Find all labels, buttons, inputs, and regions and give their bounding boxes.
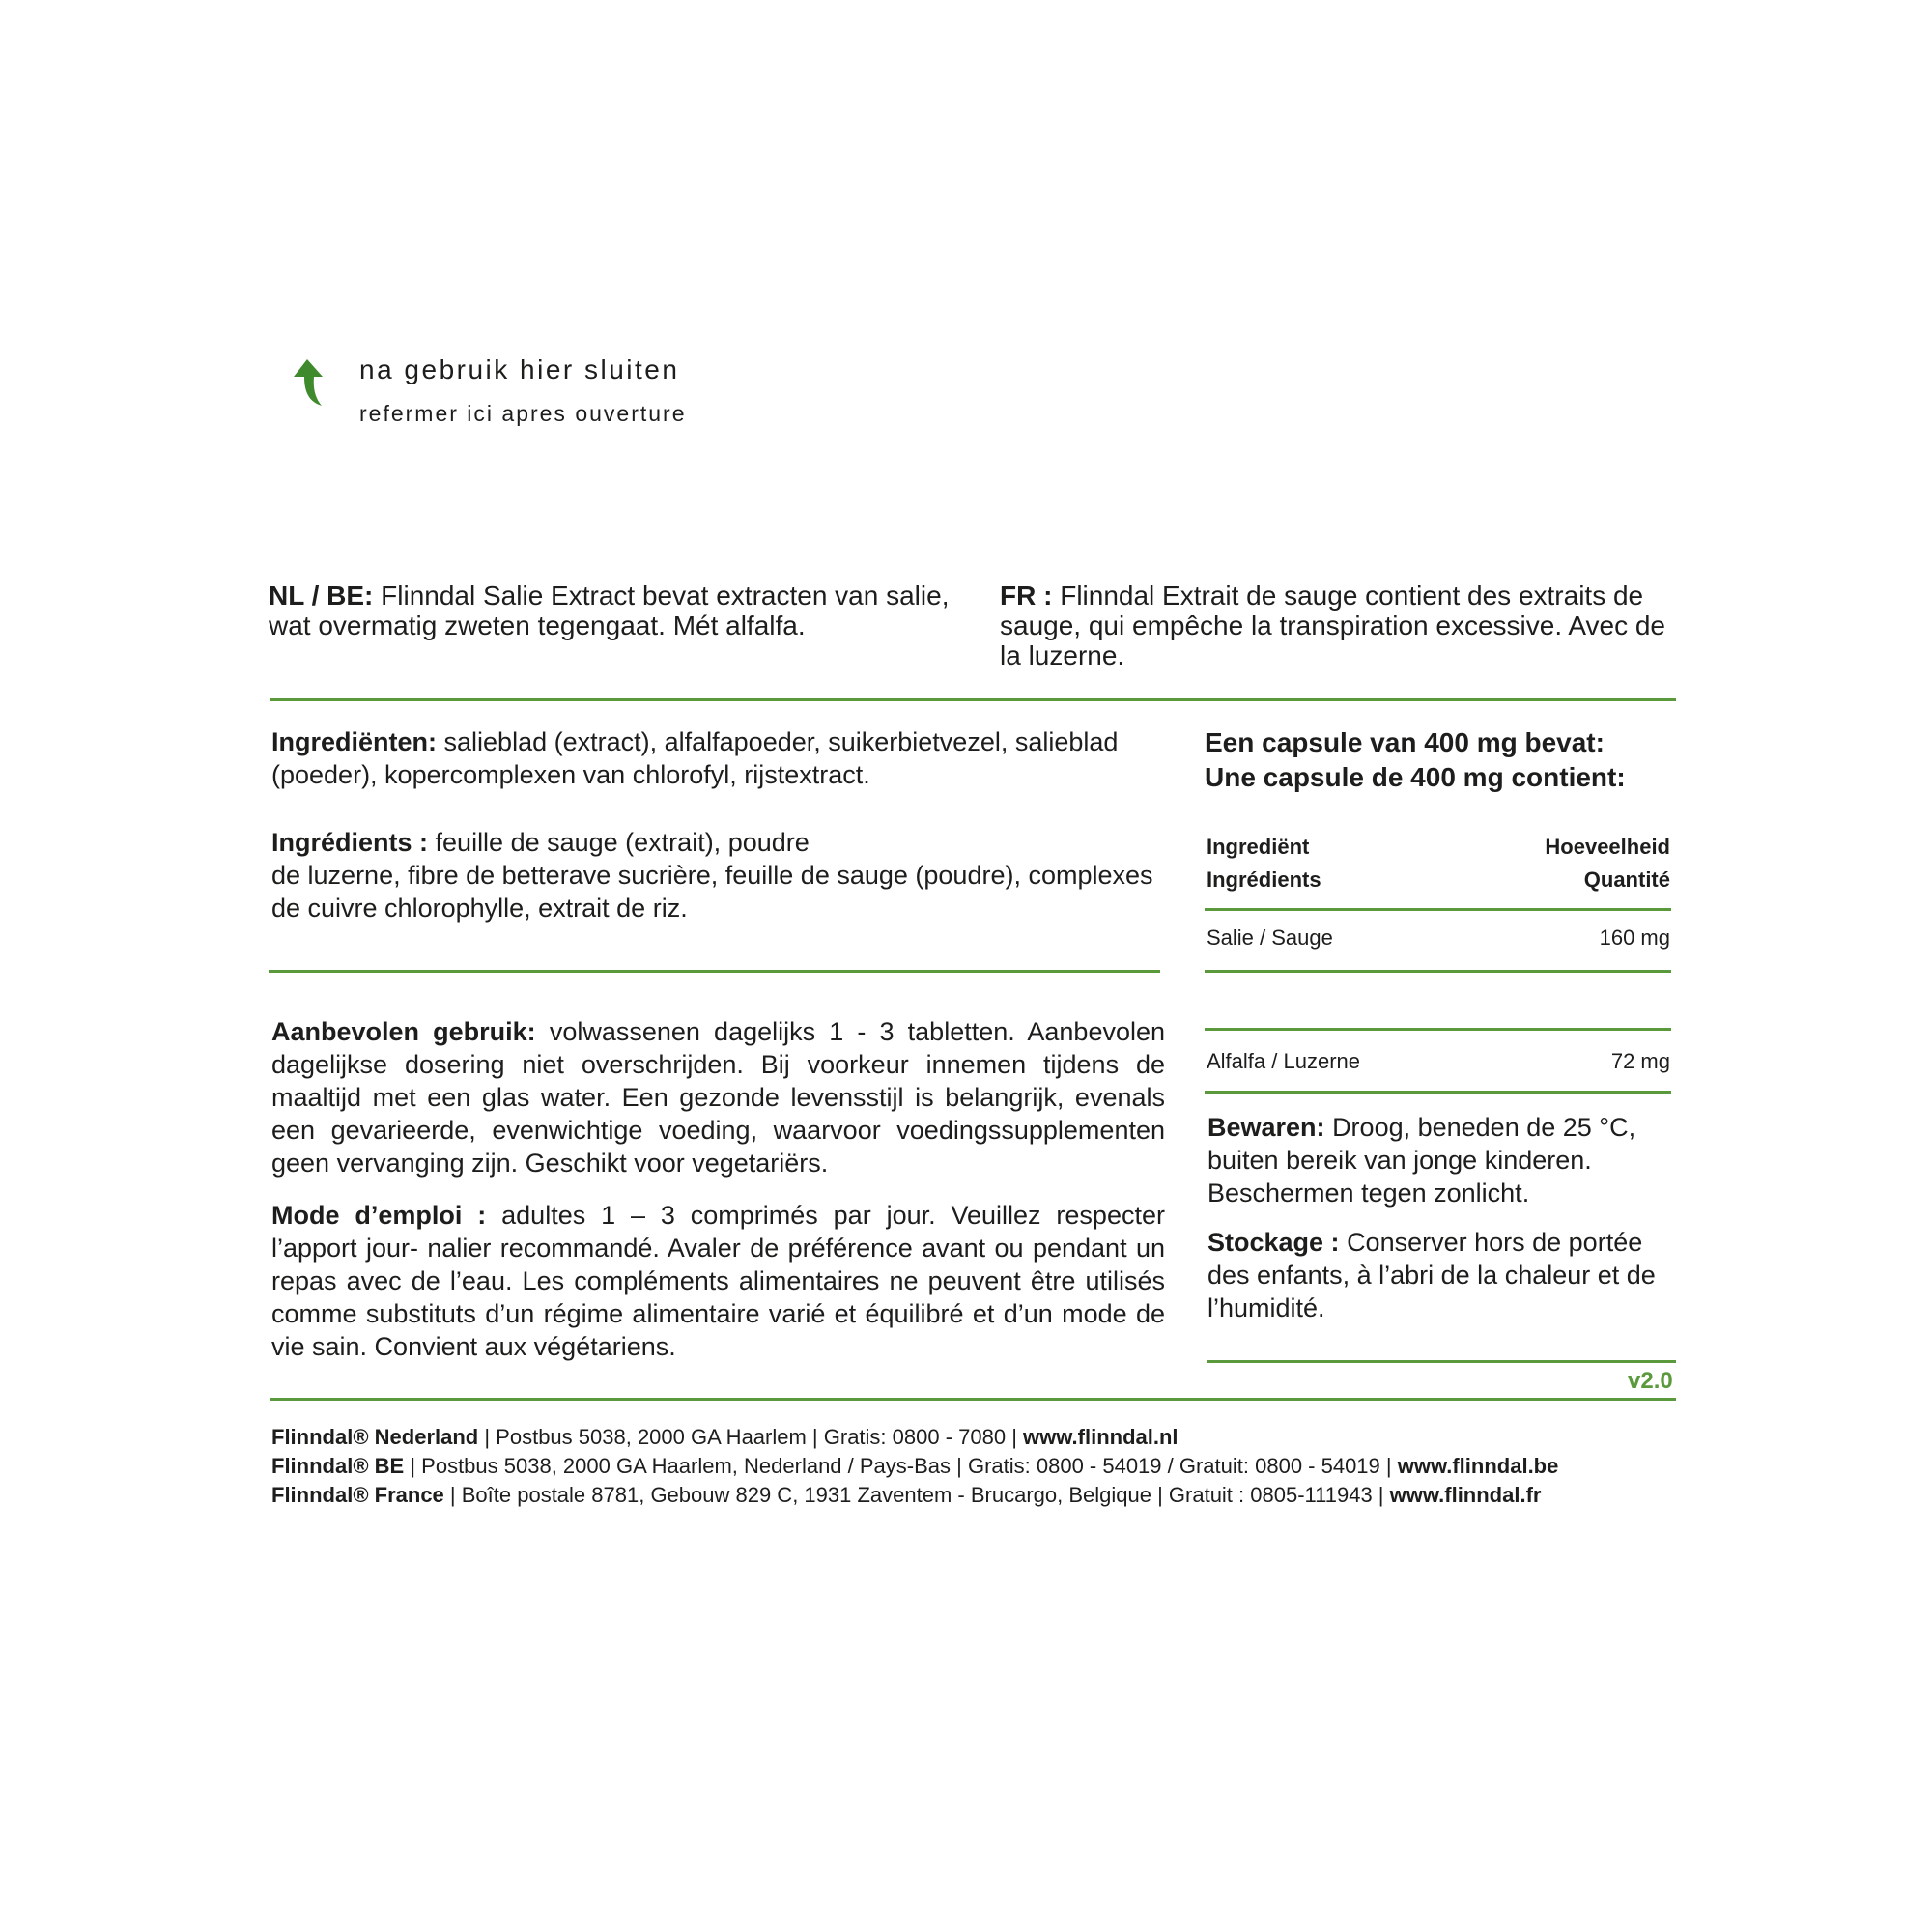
ingredients-nl-text: salieblad (extract), alfalfapoeder, suikerbietvezel, salieblad (poeder), kopercomplexen van chlorofyl, rijstextract.	[271, 727, 1119, 789]
table-row-divider	[1205, 970, 1671, 973]
usage-fr-text: adultes 1 – 3 comprimés par jour. Veuillez respecter l’apport jour- nalier recommandé. Avaler de préférence avant ou pendant un repas avec de l’eau. Les compléments alimentaires ne peuvent être utilisés comme substituts d’un régime alimentaire varié et équilibré et d’un mode de vie sain. Convient aux végétariens.	[271, 1201, 1165, 1361]
capsule-heading	[1205, 725, 1678, 795]
intro-fr-label: FR :	[1000, 581, 1053, 611]
ingredients-fr-text-1: feuille de sauge (extrait), poudre	[435, 828, 810, 857]
ingredients-fr-text-2: de luzerne, fibre de betterave sucrière, feuille de sauge (poudre), complexes de cuivre chlorophylle, extrait de riz.	[271, 861, 1153, 923]
col-amount-fr: Quantité	[1583, 867, 1670, 892]
table-row-divider	[1205, 1091, 1671, 1094]
footer-website-link[interactable]: www.flinndal.be	[1397, 1454, 1559, 1478]
divider-top	[270, 698, 1676, 701]
ingredients-nl-label: Ingrediënten:	[271, 727, 438, 756]
usage-nl-label: Aanbevolen gebruik:	[271, 1017, 536, 1046]
divider-ingredients	[269, 970, 1160, 973]
storage-nl-label: Bewaren:	[1208, 1113, 1325, 1142]
intro-nl	[269, 581, 964, 640]
table-row	[1207, 922, 1670, 954]
row-name: Salie / Sauge	[1207, 925, 1333, 950]
version-label: v2.0	[1628, 1368, 1673, 1394]
storage-fr-label: Stockage :	[1208, 1228, 1340, 1257]
usage-nl-text: volwassenen dagelijks 1 - 3 tabletten. Aanbevolen dagelijkse dosering niet overschrijden. Bij voorkeur innemen tijdens de maaltijd met een glas water. Een gezonde levensstijl is belangrijk, evenals een gevarieerde, evenwichtige voeding, waarvoor voedingssupplementen geen vervanging zijn. Geschikt voor vegetariërs.	[271, 1017, 1166, 1178]
close-hint-nl: na gebruik hier sluiten	[359, 355, 680, 384]
capsule-heading-nl: Een capsule van 400 mg bevat:	[1205, 727, 1605, 757]
footer-website-link[interactable]: www.flinndal.fr	[1389, 1483, 1542, 1507]
divider-footer	[270, 1398, 1676, 1401]
ingredients-fr-label: Ingrédients :	[271, 828, 429, 857]
row-amount: 160 mg	[1599, 925, 1670, 950]
capsule-heading-fr: Une capsule de 400 mg contient:	[1205, 762, 1626, 792]
storage-nl-text: Droog, beneden de 25 °C, buiten bereik van jonge kinderen. Beschermen tegen zonlicht.	[1208, 1113, 1636, 1208]
row-amount: 72 mg	[1610, 1049, 1670, 1073]
usage-nl	[271, 1015, 1165, 1179]
footer-line-nl	[271, 1423, 1682, 1452]
arrow-up-icon	[290, 357, 328, 408]
footer	[271, 1423, 1682, 1510]
col-amount-nl: Hoeveelheid	[1545, 835, 1670, 859]
usage-fr-label: Mode d’emploi :	[271, 1201, 487, 1230]
footer-brand: Flinndal® BE	[271, 1454, 405, 1478]
intro-nl-label: NL / BE:	[269, 581, 374, 611]
close-hint-fr: refermer ici apres ouverture	[359, 401, 687, 426]
intro-nl-text: Flinndal Salie Extract bevat extracten van salie, wat overmatig zweten tegengaat. Mét alfalfa.	[269, 581, 950, 640]
table-row	[1207, 1045, 1670, 1078]
footer-line-be	[271, 1452, 1682, 1481]
row-name: Alfalfa / Luzerne	[1207, 1049, 1360, 1073]
storage-fr-text: Conserver hors de portée des enfants, à l’abri de la chaleur et de l’humidité.	[1208, 1228, 1656, 1322]
table-row-divider	[1205, 1028, 1671, 1031]
footer-website-link[interactable]: www.flinndal.nl	[1023, 1425, 1179, 1449]
col-ingredient-fr: Ingrédients	[1207, 867, 1321, 892]
footer-details: | Postbus 5038, 2000 GA Haarlem, Nederland / Pays-Bas | Gratis: 0800 - 54019 / Gratuit: 0800 - 54019 |	[404, 1454, 1398, 1478]
intro-fr-text: Flinndal Extrait de sauge contient des extraits de sauge, qui empêche la transpiration excessive. Avec de la luzerne.	[1000, 581, 1666, 670]
ingredients-nl	[271, 725, 1170, 791]
col-ingredient-nl: Ingrediënt	[1207, 835, 1310, 859]
storage-fr	[1208, 1226, 1662, 1324]
usage-fr	[271, 1199, 1165, 1363]
footer-details: | Boîte postale 8781, Gebouw 829 C, 1931 Zaventem - Brucargo, Belgique | Gratuit : 0805-111943 |	[443, 1483, 1390, 1507]
storage-nl	[1208, 1111, 1662, 1209]
ingredients-fr	[271, 826, 1170, 924]
intro-fr	[1000, 581, 1676, 670]
footer-brand: Flinndal® Nederland	[271, 1425, 479, 1449]
footer-details: | Postbus 5038, 2000 GA Haarlem | Gratis: 0800 - 7080 |	[478, 1425, 1024, 1449]
table-header-divider	[1205, 908, 1671, 911]
footer-line-fr	[271, 1481, 1682, 1510]
footer-brand: Flinndal® France	[271, 1483, 444, 1507]
divider-storage	[1207, 1360, 1676, 1363]
